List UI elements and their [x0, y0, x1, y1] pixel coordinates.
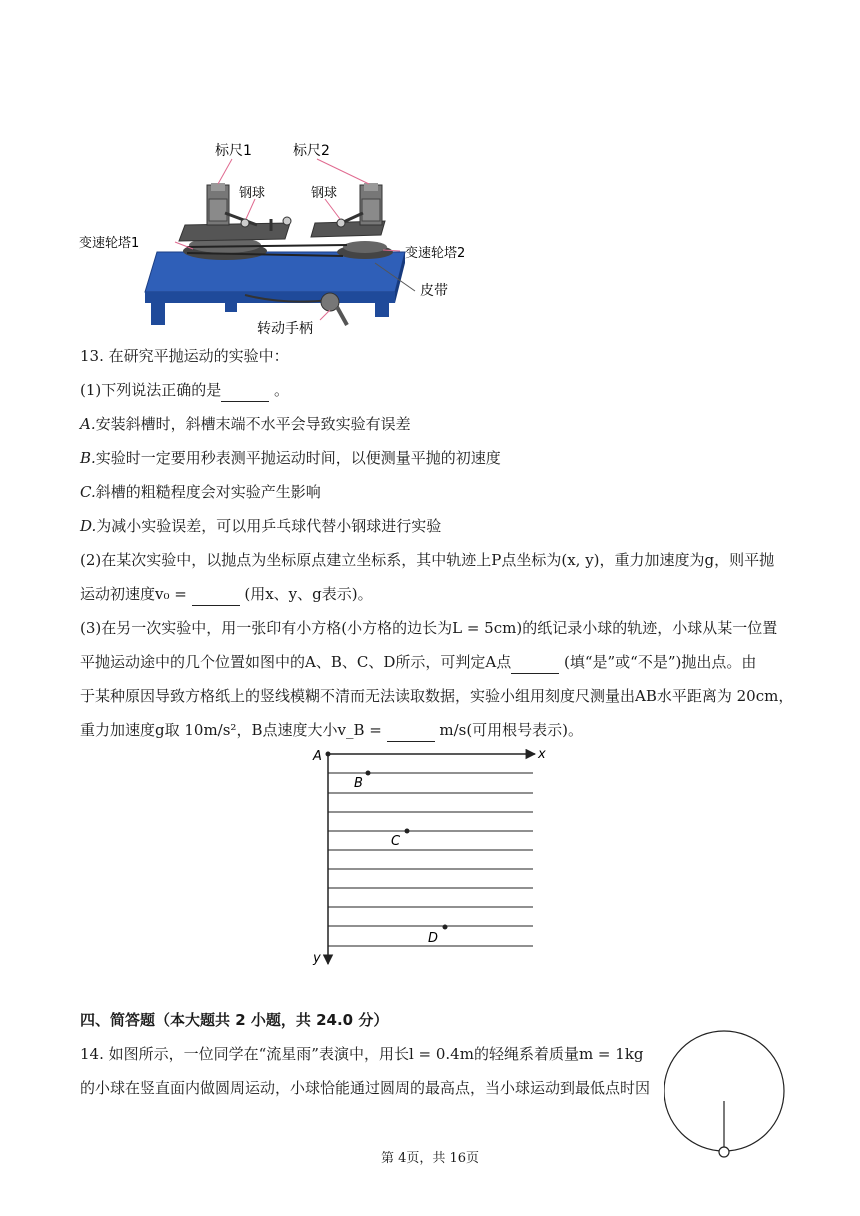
q13-option-b: B.实验时一定要用秒表测平抛运动时间，以便测量平抛的初速度 — [80, 449, 501, 467]
section-title: 四、简答题（本大题共 2 小题，共 24.0 分） — [80, 1011, 389, 1029]
label-x: x — [538, 747, 546, 762]
q13-part3-line4: 重力加速度g取 10m/s²，B点速度大小v_B = m/s(可用根号表示)。 — [80, 719, 583, 742]
label-tower1: 变速轮塔1 — [79, 236, 140, 251]
q13-option-a: A.安装斜槽时，斜槽末端不水平会导致实验有误差 — [80, 415, 411, 433]
trajectory-grid-figure — [305, 742, 555, 972]
q13-part2-line1: (2)在某次实验中，以抛点为坐标原点建立坐标系，其中轨迹上P点坐标为(x, y)，重力加速度为g，则平抛 — [80, 551, 775, 569]
page-footer: 第 4页，共 16页 — [380, 1151, 480, 1166]
label-tower2: 变速轮塔2 — [405, 246, 466, 261]
point-c — [405, 829, 410, 834]
grid-lines — [328, 773, 533, 946]
q14-line2: 的小球在竖直面内做圆周运动，小球恰能通过圆周的最高点，当小球运动到最低点时因 — [80, 1079, 651, 1097]
label-crank: 转动手柄 — [257, 321, 313, 337]
label-d: D — [428, 931, 439, 946]
answer-blank-2[interactable] — [192, 583, 240, 606]
q13-option-c: C.斜槽的粗糙程度会对实验产生影响 — [80, 483, 321, 501]
label-ball-left: 钢球 — [239, 186, 266, 201]
label-b: B — [354, 776, 363, 791]
q13-stem: 13. 在研究平抛运动的实验中： — [80, 347, 289, 365]
q14-line1: 14. 如图所示，一位同学在“流星雨”表演中，用长l = 0.4m的轻绳系着质量m = 1kg — [80, 1045, 644, 1063]
point-a — [326, 752, 331, 757]
q13-option-d: D.为减小实验误差，可以用乒乓球代替小钢球进行实验 — [80, 517, 442, 535]
q13-part3-line1: (3)在另一次实验中，用一张印有小方格(小方格的边长为L = 5cm)的纸记录小球的轨迹，小球从某一位置 — [80, 619, 778, 637]
point-d — [443, 925, 448, 930]
q13-part3-line3: 于某种原因导致方格纸上的竖线模糊不清而无法读取数据，实验小组用刻度尺测量出AB水平距离为 20cm， — [80, 687, 794, 705]
answer-blank-4[interactable] — [387, 719, 435, 742]
label-belt: 皮带 — [420, 283, 448, 299]
label-ruler2: 标尺2 — [293, 143, 330, 159]
q13-part1: (1)下列说法正确的是 。 — [80, 379, 289, 402]
label-c: C — [391, 834, 401, 849]
answer-blank-1[interactable] — [221, 379, 269, 402]
point-b — [366, 771, 371, 776]
label-ball-right: 钢球 — [311, 186, 338, 201]
label-ruler1: 标尺1 — [215, 143, 252, 159]
q13-part2-line2: 运动初速度v₀ = (用x、y、g表示)。 — [80, 583, 373, 606]
circle-motion-figure — [664, 1026, 794, 1162]
q13-part3-line2: 平抛运动途中的几个位置如图中的A、B、C、D所示，可判定A点 (填“是”或“不是”)抛出点。由 — [80, 651, 756, 674]
apparatus-figure — [75, 135, 495, 345]
label-a: A — [313, 749, 322, 764]
answer-blank-3[interactable] — [511, 651, 559, 674]
label-y: y — [313, 951, 321, 966]
